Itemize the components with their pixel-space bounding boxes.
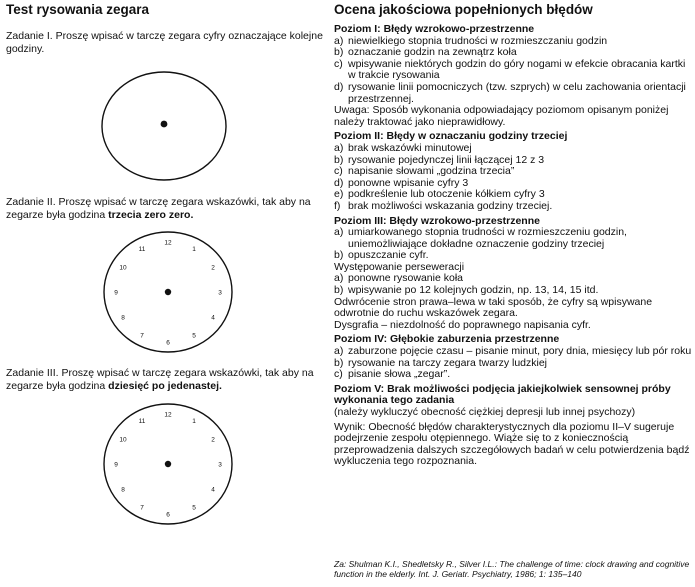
level-5-heading: Poziom V: Brak możliwości podjęcia jakiejkolwiek sensownej próby wykonania tego zadania — [334, 382, 671, 407]
clock-numeral-2: 2 — [211, 264, 215, 272]
clock-numeral-8: 8 — [121, 486, 125, 494]
result-text: : Obecność błędów charakterystycznych dla poziomu II–V sugeruje podejrzenie zespołu otępiennego. — [334, 420, 675, 445]
list-item: c) pisanie słowa „zegar”. — [334, 368, 451, 381]
clock-numeral-4: 4 — [211, 486, 215, 494]
clock-face-empty — [100, 70, 228, 182]
task-3-lead: Zadanie III. — [6, 367, 59, 379]
dysgraphia-note: Dysgrafia – niezdolność do poprawnego napisania cyfr. — [334, 318, 591, 331]
level-3-heading: Poziom III: Błędy wzrokowo-przestrzenne — [334, 214, 540, 227]
result-text-2: Wiąże się to z koniecznością przeprowadzenia dalszych szczegółowych badań w celu potwierdzenia bądź wykluczenia tego rozpoznania. — [334, 432, 690, 468]
list-item: b) opuszczanie cyfr. — [334, 249, 429, 262]
list-item: b) rysowanie na tarczy zegara twarzy ludzkiej — [334, 356, 547, 369]
list-item: d) ponowne wpisanie cyfry 3 — [334, 176, 469, 189]
reversal-note: Odwrócenie stron prawa–lewa w taki sposób, że cyfry są wpisywane odwrotnie do ruchu wskazówek zegara. — [334, 295, 653, 320]
task-1-lead: Zadanie I. — [6, 30, 53, 42]
clock-numeral-12: 12 — [164, 239, 172, 247]
clock-numeral-2: 2 — [211, 436, 215, 444]
clock-numeral-4: 4 — [211, 314, 215, 322]
task-1-text: Proszę wpisać w tarczę zegara cyfry oznaczające kolejne godziny. — [6, 30, 323, 55]
level-5-note: (należy wykluczyć obecność ciężkiej depresji lub innej psychozy) — [334, 406, 636, 418]
clock-numeral-7: 7 — [140, 332, 144, 340]
clock-face-numbered-2 — [102, 402, 234, 526]
list-item: f) brak możliwości wskazania godziny trzeciej. — [334, 199, 553, 212]
list-item: e) podkreślenie lub otoczenie kółkiem cyfry 3 — [334, 188, 545, 201]
list-item: c) wpisywanie niektórych godzin do góry nogami w efekcie obracania kartki w trakcie rysowania — [334, 57, 686, 82]
clock-numeral-3: 3 — [218, 289, 222, 297]
clock-numeral-8: 8 — [121, 314, 125, 322]
list-item: d) rysowanie linii pomocniczych (tzw. szprych) w celu zachowania orientacji przestrzennej. — [334, 80, 686, 105]
task-2-lead: Zadanie II. — [6, 196, 56, 208]
list-item: a) zaburzone pojęcie czasu – pisanie minut, pory dnia, miesięcy lub pór roku — [334, 345, 692, 358]
assessment-title: Ocena jakościowa popełnionych błędów — [334, 2, 593, 17]
assessment-body — [334, 24, 692, 468]
clock-numeral-1: 1 — [192, 246, 196, 253]
clock-numeral-12: 12 — [164, 411, 172, 419]
clock-numeral-5: 5 — [192, 504, 196, 512]
clock-numeral-7: 7 — [140, 504, 144, 512]
clock-numeral-3: 3 — [218, 461, 222, 469]
clock-numeral-9: 9 — [114, 289, 118, 297]
list-item: c) napisanie słowami „godzina trzecia” — [334, 165, 515, 178]
task-3-instruction — [6, 367, 326, 393]
result-lead: Wynik — [334, 420, 363, 433]
level-1-heading: Poziom I: Błędy wzrokowo-przestrzenne — [334, 23, 535, 35]
list-item: a) brak wskazówki minutowej — [334, 141, 472, 154]
level-4-heading: Poziom IV: Głębokie zaburzenia przestrzenne — [334, 333, 560, 346]
clock-numeral-6: 6 — [166, 339, 170, 347]
task-2-text: Proszę wpisać w tarczę zegara wskazówki, tak aby na zegarze była godzina — [6, 196, 311, 221]
task-3-emphasis: dziesięć po jedenastej. — [108, 380, 222, 392]
clock-numeral-6: 6 — [166, 511, 170, 519]
clock-numeral-11: 11 — [138, 246, 146, 253]
task-2-emphasis: trzecia zero zero. — [108, 209, 194, 221]
clock-numeral-1: 1 — [192, 418, 196, 425]
clock-numeral-10: 10 — [119, 436, 127, 444]
clock-numeral-9: 9 — [114, 461, 118, 469]
level-1-note: Uwaga: Sposób wykonania odpowiadający poziomom opisanym poniżej należy traktować jako nieprawidłowy. — [334, 104, 669, 128]
source-citation: Za: Shulman K.I., Shedletsky R., Silver I.L.: The challenge of time: clock drawing and cognitive function in the elderly. Int. J. Geriatr. Psychiatry, 1986; 1: 135–140 — [334, 559, 690, 579]
clock-numeral-5: 5 — [192, 332, 196, 340]
task-1-instruction — [6, 30, 326, 56]
list-item: b) wpisywanie po 12 kolejnych godzin, np. 13, 14, 15 itd. — [334, 284, 599, 297]
list-item: b) oznaczanie godzin na zewnątrz koła — [334, 46, 517, 59]
clock-face-numbered-1 — [102, 230, 234, 354]
task-3-text: Proszę wpisać w tarczę zegara wskazówki, tak aby na zegarze była godzina — [6, 367, 314, 392]
result-paragraph — [334, 422, 692, 468]
list-item: a) ponowne rysowanie koła — [334, 272, 463, 285]
list-item: b) rysowanie pojedynczej linii łączącej 12 z 3 — [334, 153, 545, 166]
clock-numeral-10: 10 — [119, 264, 127, 272]
clock-test-title: Test rysowania zegara — [6, 2, 150, 17]
list-item: a) umiarkowanego stopnia trudności w rozmieszczeniu godzin, uniemożliwiające dokładne oznaczenie godziny trzeciej — [334, 226, 627, 250]
task-2-instruction — [6, 196, 326, 222]
clock-numeral-11: 11 — [138, 418, 146, 425]
list-item: a) niewielkiego stopnia trudności w rozmieszczaniu godzin — [334, 34, 608, 47]
level-2-heading: Poziom II: Błędy w oznaczaniu godziny trzeciej — [334, 130, 568, 143]
perseveration-label: Występowanie perseweracji — [334, 260, 465, 273]
